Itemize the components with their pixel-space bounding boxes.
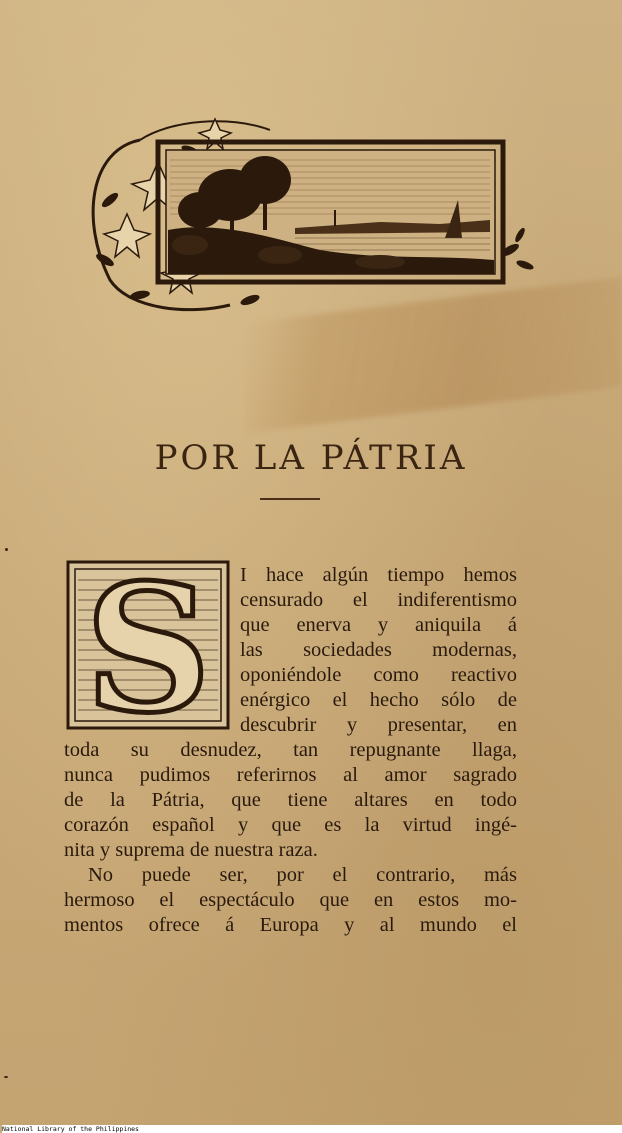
- landscape-vignette: [80, 110, 550, 320]
- text-line: nunca pudimos referirnos al amor sagrado: [64, 764, 517, 786]
- text-line: No puede ser, por el contrario, más: [88, 864, 517, 886]
- text-line: mentos ofrece á Europa y al mundo el: [64, 914, 517, 936]
- ink-speck: [4, 1076, 8, 1078]
- text-line: oponiéndole como reactivo: [240, 664, 517, 686]
- library-footer: National Library of the Philippines: [2, 1125, 622, 1133]
- text-line: que enerva y aniquila á: [240, 614, 517, 636]
- drop-cap-ornament: [66, 560, 230, 730]
- text-line: toda su desnudez, tan repugnante llaga,: [64, 739, 517, 761]
- text-line: de la Pátria, que tiene altares en todo: [64, 789, 517, 811]
- text-line: las sociedades modernas,: [240, 639, 517, 661]
- text-line: enérgico el hecho sólo de: [240, 689, 517, 711]
- text-line: hermoso el espectáculo que en estos mo-: [64, 889, 517, 911]
- page-title: POR LA PÁTRIA: [154, 438, 468, 478]
- drop-cap-letter: S: [84, 560, 212, 730]
- ink-speck: [5, 548, 8, 551]
- text-line: corazón español y que es la virtud ingé-: [64, 814, 517, 836]
- text-line: descubrir y presentar, en: [240, 714, 517, 736]
- title-rule: [260, 498, 320, 500]
- text-line: I hace algún tiempo hemos: [240, 564, 517, 586]
- text-line: nita y suprema de nuestra raza.: [64, 839, 318, 861]
- text-line: censurado el indiferentismo: [240, 589, 517, 611]
